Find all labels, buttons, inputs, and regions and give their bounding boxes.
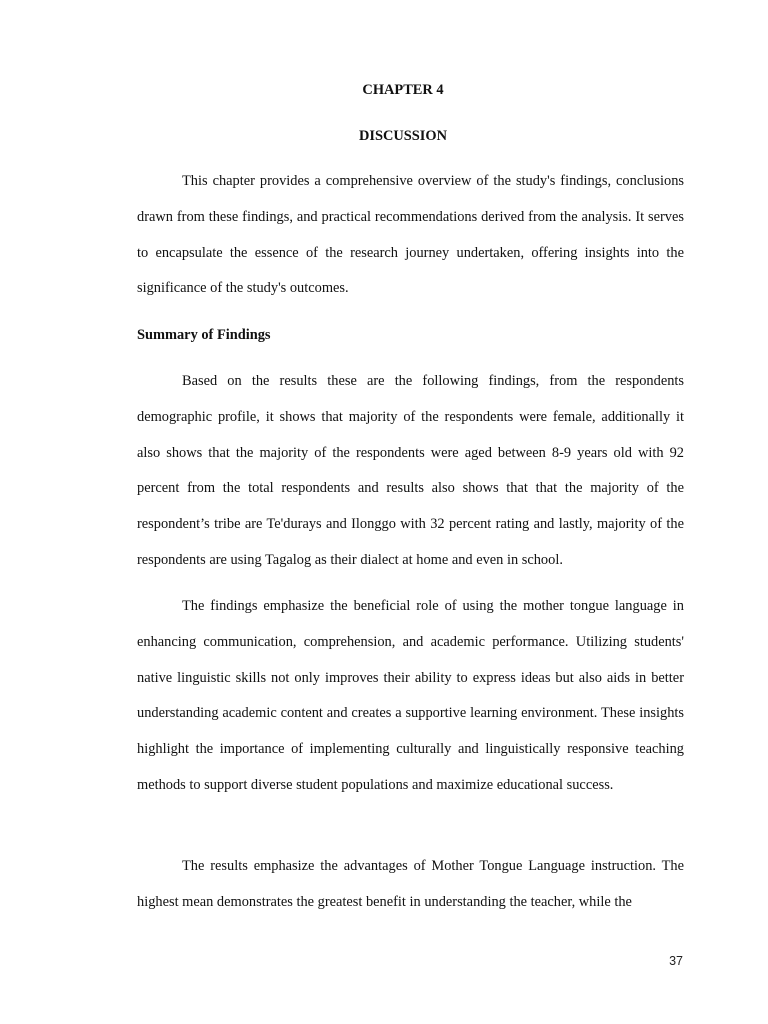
findings-paragraph-3: The results emphasize the advantages of Mother Tongue Language instruction. The highest mean demonstrates the greatest benefit in understanding the teacher, while the [137,858,684,910]
findings-paragraph-1: Based on the results these are the following findings, from the respondents demographic profile, it shows that majority of the respondents were female, additionally it also shows that the majority of the respondents were aged between 8-9 years old with 92 percent from the total respondents and results also shows that that the majority of the respondent’s tribe are Te'durays and Ilonggo with 32 percent rating and lastly, majority of the respondents are using Tagalog as their dialect at home and even in school. [137,373,684,568]
findings-paragraph-2: The findings emphasize the beneficial role of using the mother tongue language in enhancing communication, comprehension, and academic performance. Utilizing students' native linguistic skills not only improves their ability to express ideas but also aids in better understanding academic content and creates a supportive learning environment. These insights highlight the importance of implementing culturally and linguistically responsive teaching methods to support diverse student populations and maximize educational success. [137,598,684,793]
section-heading: Summary of Findings [137,327,271,343]
intro-paragraph: This chapter provides a comprehensive overview of the study's findings, conclusions drawn from these findings, and practical recommendations derived from the analysis. It serves to encapsulate the essence of the research journey undertaken, offering insights into the significance of the study's outcomes. [137,173,684,297]
chapter-title: DISCUSSION [359,128,447,144]
chapter-label: CHAPTER 4 [362,82,444,98]
page-number: 37 [669,954,683,968]
